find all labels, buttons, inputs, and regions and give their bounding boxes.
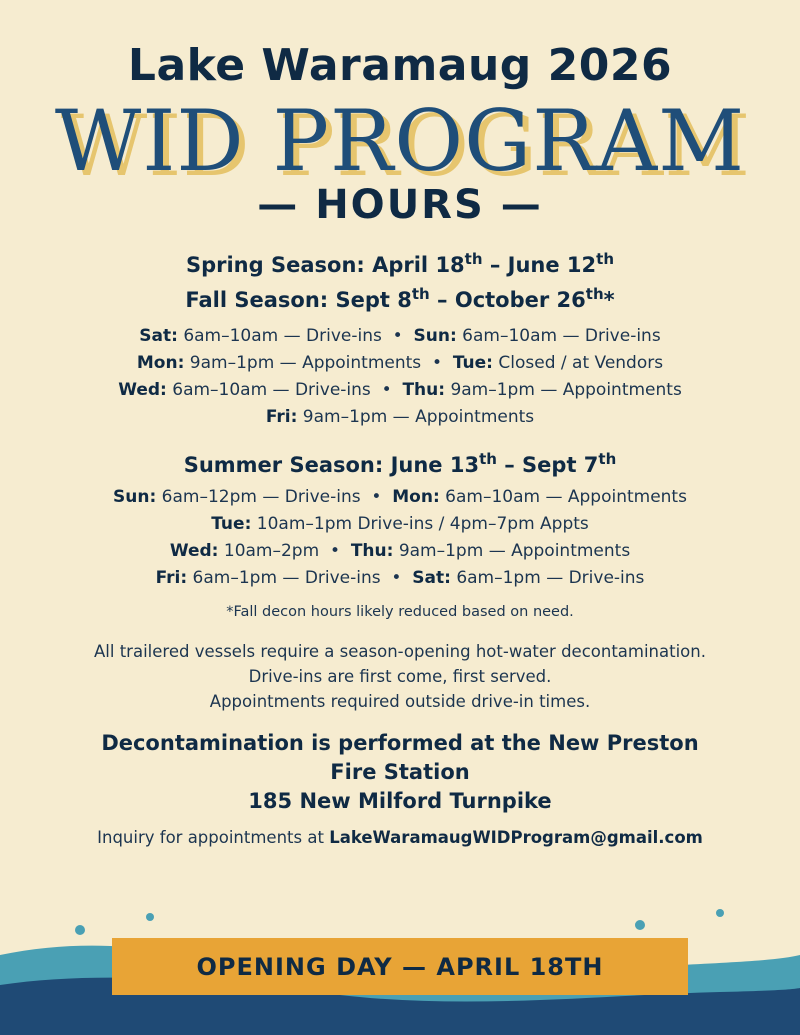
day-label: Mon: xyxy=(392,487,440,507)
day-label: Wed: xyxy=(169,541,219,561)
day-hours: 10am–2pm xyxy=(218,541,320,561)
info-line: Drive-ins are first come, first served. xyxy=(248,667,552,686)
day-hours: 10am–1pm Drive-ins / 4pm–7pm Appts xyxy=(251,514,589,534)
summer-hours-line xyxy=(0,487,800,507)
day-hours: 6am–12pm — Drive-ins xyxy=(156,487,361,507)
spring-fall-hours-line xyxy=(0,407,800,427)
day-hours: 6am–10am — Appointments xyxy=(439,487,687,507)
spring-fall-hours-line xyxy=(0,353,800,373)
day-hours: 6am–10am — Drive-ins xyxy=(177,326,382,346)
day-hours: 6am–10am — Drive-ins xyxy=(456,326,661,346)
kicker-title: Lake Waramaug 2026 xyxy=(127,40,673,91)
day-label: Mon: xyxy=(136,353,185,373)
inquiry-prefix: Inquiry for appointments at xyxy=(97,828,330,847)
location-line: Decontamination is performed at the New Preston xyxy=(101,731,699,755)
day-hours: 9am–1pm — Appointments xyxy=(445,380,682,400)
day-label: Wed: xyxy=(118,380,167,400)
spring-fall-hours-line xyxy=(0,326,800,346)
summer-mid: – Sept 7 xyxy=(496,453,599,477)
location-line: Fire Station xyxy=(330,760,470,784)
fall-footnote: *Fall decon hours likely reduced based on need. xyxy=(226,604,574,620)
day-hours: 6am–10am — Drive-ins xyxy=(166,380,371,400)
summer-hours-line xyxy=(0,541,800,561)
fall-asterisk: * xyxy=(603,288,615,312)
spring-sup-1: th xyxy=(464,250,483,268)
day-label: Sat: xyxy=(139,326,178,346)
summer-sup-2: th xyxy=(598,450,617,468)
inquiry-line xyxy=(0,828,800,847)
day-label: Fri: xyxy=(155,568,188,588)
summer-sup-1: th xyxy=(479,450,497,468)
info-line: Appointments required outside drive-in times. xyxy=(209,692,591,711)
spring-mid: – June 12 xyxy=(482,253,597,277)
bullet-separator: • xyxy=(319,541,351,561)
opening-day-banner xyxy=(112,938,688,995)
day-hours: 9am–1pm — Appointments xyxy=(184,353,422,373)
day-hours: 9am–1pm — Appointments xyxy=(297,407,535,427)
bullet-separator: • xyxy=(421,353,453,373)
fall-mid: – October 26 xyxy=(429,288,586,312)
main-title: WID PROGRAM xyxy=(54,92,746,190)
summer-label: Summer Season: June 13 xyxy=(183,453,480,477)
summer-hours-line xyxy=(0,514,800,534)
day-label: Tue: xyxy=(452,353,493,373)
location-address: 185 New Milford Turnpike xyxy=(248,789,552,813)
day-label: Thu: xyxy=(350,541,394,561)
day-hours: 6am–1pm — Drive-ins xyxy=(187,568,381,588)
summer-season-heading xyxy=(0,450,800,477)
info-line: All trailered vessels require a season-opening hot-water decontamination. xyxy=(94,642,706,661)
bullet-separator: • xyxy=(381,326,414,346)
fall-season-heading xyxy=(0,285,800,312)
fall-sup-1: th xyxy=(411,285,430,303)
day-label: Fri: xyxy=(265,407,298,427)
bullet-separator: • xyxy=(370,380,403,400)
spring-season-heading xyxy=(0,250,800,277)
day-label: Tue: xyxy=(211,514,252,534)
opening-day-text: OPENING DAY — APRIL 18TH xyxy=(196,952,604,981)
fall-label: Fall Season: Sept 8 xyxy=(185,288,412,312)
day-hours: 6am–1pm — Drive-ins xyxy=(450,568,645,588)
bullet-separator: • xyxy=(360,487,393,507)
bullet-separator: • xyxy=(380,568,413,588)
day-label: Thu: xyxy=(402,380,446,400)
day-label: Sat: xyxy=(412,568,451,588)
spring-sup-2: th xyxy=(596,250,615,268)
fall-sup-2: th xyxy=(585,285,604,303)
day-hours: 9am–1pm — Appointments xyxy=(393,541,631,561)
contact-email[interactable]: LakeWaramaugWIDProgram@gmail.com xyxy=(329,828,703,847)
day-hours: Closed / at Vendors xyxy=(492,353,664,373)
hours-subtitle: — HOURS — xyxy=(257,182,543,228)
day-label: Sun: xyxy=(113,487,157,507)
spring-label: Spring Season: April 18 xyxy=(185,253,465,277)
summer-hours-line xyxy=(0,568,800,588)
day-label: Sun: xyxy=(413,326,457,346)
spring-fall-hours-line xyxy=(0,380,800,400)
